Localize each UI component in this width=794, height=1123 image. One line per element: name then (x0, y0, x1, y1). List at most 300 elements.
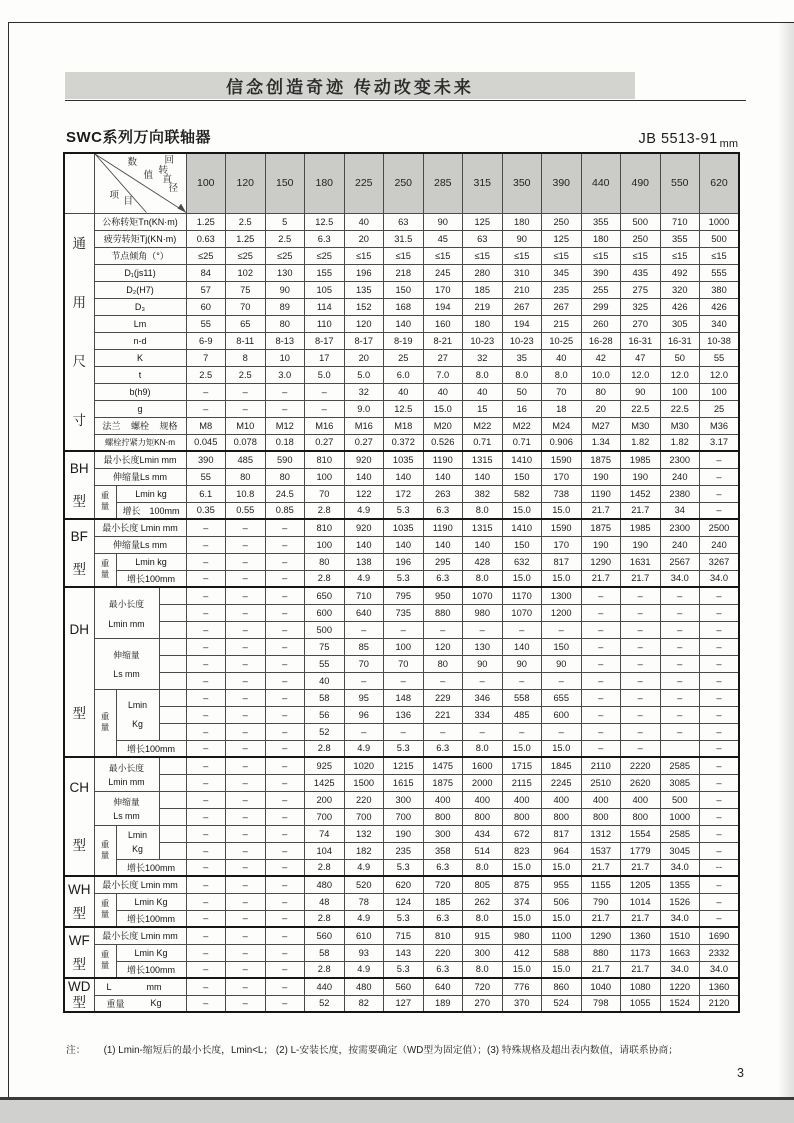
value-cell: 40 (423, 383, 463, 400)
value-cell: – (700, 757, 740, 774)
row-label: Lm (94, 315, 186, 332)
value-cell: 267 (542, 298, 582, 315)
spec-table-wrap (63, 152, 740, 1013)
value-cell: 263 (423, 485, 463, 502)
value-cell: – (186, 553, 226, 570)
value-cell: – (660, 655, 700, 672)
value-cell: 21.7 (621, 910, 661, 927)
value-cell: – (265, 859, 305, 876)
value-cell: M16 (305, 417, 345, 434)
value-cell: 950 (423, 587, 463, 604)
value-cell: 1215 (384, 757, 424, 774)
value-cell: 57 (186, 281, 226, 298)
value-cell: 150 (502, 468, 542, 485)
row-label: 重量 (94, 825, 116, 876)
value-cell: 880 (581, 944, 621, 961)
row-label: t (94, 366, 186, 383)
value-cell: 2.5 (186, 366, 226, 383)
value-cell: – (423, 672, 463, 689)
value-cell: 40 (463, 383, 503, 400)
value-cell: – (226, 536, 266, 553)
value-cell: 0.18 (265, 434, 305, 451)
value-cell: 2510 (581, 774, 621, 791)
value-cell: – (186, 757, 226, 774)
value-cell: – (542, 723, 582, 740)
value-cell: 85 (344, 638, 384, 655)
value-cell: – (305, 383, 345, 400)
value-cell: – (265, 757, 305, 774)
value-cell: 100 (305, 468, 345, 485)
value-cell: 74 (305, 825, 345, 842)
value-cell: 15.0 (542, 859, 582, 876)
value-cell: 875 (502, 876, 542, 893)
value-cell: 480 (344, 978, 384, 995)
page-frame-left-line (8, 22, 9, 1098)
value-cell: 93 (344, 944, 384, 961)
value-cell: 275 (621, 281, 661, 298)
value-cell: – (265, 587, 305, 604)
value-cell: 140 (423, 536, 463, 553)
value-cell: – (700, 672, 740, 689)
value-cell: 80 (305, 553, 345, 570)
column-header: 120 (226, 153, 266, 213)
value-cell: 215 (542, 315, 582, 332)
value-cell: – (186, 689, 226, 706)
row-label: g (94, 400, 186, 417)
value-cell: 10 (265, 349, 305, 366)
value-cell: 34 (660, 502, 700, 519)
value-cell: 0.045 (186, 434, 226, 451)
value-cell: 12.0 (660, 366, 700, 383)
value-cell: – (621, 689, 661, 706)
value-cell: 0.372 (384, 434, 424, 451)
value-cell: 485 (226, 451, 266, 468)
value-cell: – (186, 791, 226, 808)
value-cell: – (186, 995, 226, 1012)
value-cell: – (226, 927, 266, 944)
value-cell: 700 (305, 808, 345, 825)
value-cell: 34.0 (660, 570, 700, 587)
value-cell: – (186, 859, 226, 876)
value-cell: 600 (305, 604, 345, 621)
value-cell: 2585 (660, 757, 700, 774)
value-cell: 120 (344, 315, 384, 332)
value-cell: ≤15 (581, 247, 621, 264)
value-cell: 50 (502, 383, 542, 400)
value-cell: – (265, 876, 305, 893)
row-label: 公称转矩Tn(KN·m) (94, 213, 186, 230)
value-cell: 1663 (660, 944, 700, 961)
value-cell: 1510 (660, 927, 700, 944)
value-cell: 795 (384, 587, 424, 604)
value-cell: 305 (660, 315, 700, 332)
value-cell: – (186, 655, 226, 672)
value-cell: 632 (502, 553, 542, 570)
value-cell: 6.3 (423, 740, 463, 757)
value-cell: – (265, 825, 305, 842)
value-cell: – (226, 859, 266, 876)
value-cell: 1590 (542, 451, 582, 468)
value-cell: ≤15 (463, 247, 503, 264)
value-cell: 1000 (700, 213, 740, 230)
value-cell: 40 (305, 672, 345, 689)
value-cell: – (226, 791, 266, 808)
scan-bottom-band (0, 1100, 794, 1123)
title-row (66, 126, 738, 150)
column-header: 440 (581, 153, 621, 213)
value-cell: 21.7 (621, 859, 661, 876)
row-label (159, 723, 186, 740)
value-cell: 340 (700, 315, 740, 332)
value-cell: – (581, 689, 621, 706)
section-type-label: CH 型 (64, 757, 94, 876)
value-cell: – (265, 910, 305, 927)
value-cell: 89 (265, 298, 305, 315)
value-cell: 817 (542, 825, 582, 842)
value-cell: 4.9 (344, 859, 384, 876)
section-type-label: DH 型 (64, 587, 94, 757)
row-label: 增长100mm (116, 859, 186, 876)
value-cell: 75 (226, 281, 266, 298)
value-cell: – (186, 519, 226, 536)
value-cell: 25 (700, 400, 740, 417)
value-cell: 15.0 (542, 910, 582, 927)
value-cell: 4.9 (344, 910, 384, 927)
value-cell: 5.3 (384, 910, 424, 927)
value-cell: – (186, 672, 226, 689)
value-cell: 1040 (581, 978, 621, 995)
value-cell: – (226, 570, 266, 587)
value-cell: – (226, 961, 266, 978)
value-cell: 100 (660, 383, 700, 400)
value-cell: – (621, 621, 661, 638)
value-cell: 34.0 (660, 910, 700, 927)
value-cell: – (463, 723, 503, 740)
value-cell: 90 (265, 281, 305, 298)
value-cell: 2120 (700, 995, 740, 1012)
value-cell: 3267 (700, 553, 740, 570)
value-cell: 620 (384, 876, 424, 893)
value-cell: 1190 (423, 451, 463, 468)
value-cell: – (265, 604, 305, 621)
row-label: 增长 100mm (116, 502, 186, 519)
value-cell: 90 (423, 213, 463, 230)
value-cell: 440 (305, 978, 345, 995)
value-cell: – (700, 689, 740, 706)
value-cell: 715 (384, 927, 424, 944)
value-cell: 588 (542, 944, 582, 961)
value-cell: 102 (226, 264, 266, 281)
value-cell: 506 (542, 893, 582, 910)
value-cell: 1055 (621, 995, 661, 1012)
value-cell: 2300 (660, 451, 700, 468)
value-cell: – (463, 621, 503, 638)
value-cell: 1360 (700, 978, 740, 995)
value-cell: 63 (463, 230, 503, 247)
value-cell: 980 (502, 927, 542, 944)
value-cell: 2300 (660, 519, 700, 536)
value-cell: 152 (344, 298, 384, 315)
value-cell: 140 (384, 536, 424, 553)
value-cell: 20 (344, 349, 384, 366)
row-label: 伸缩量 Ls mm (94, 791, 159, 825)
value-cell: 1190 (423, 519, 463, 536)
value-cell: 1100 (542, 927, 582, 944)
row-label: Lmin Kg (116, 893, 186, 910)
value-cell: – (621, 672, 661, 689)
value-cell: 8.0 (463, 859, 503, 876)
value-cell: – (621, 587, 661, 604)
section-type-label: BH 型 (64, 451, 94, 519)
value-cell: 0.526 (423, 434, 463, 451)
value-cell: M22 (502, 417, 542, 434)
value-cell: 1845 (542, 757, 582, 774)
value-cell: 817 (542, 553, 582, 570)
value-cell: – (265, 927, 305, 944)
value-cell: – (265, 655, 305, 672)
value-cell: 138 (344, 553, 384, 570)
value-cell: 650 (305, 587, 345, 604)
row-label: 最小长度Lmin mm (94, 451, 186, 468)
value-cell: – (186, 910, 226, 927)
value-cell: 590 (265, 451, 305, 468)
value-cell: 1690 (700, 927, 740, 944)
value-cell: 428 (463, 553, 503, 570)
value-cell: 21.7 (581, 910, 621, 927)
row-label (159, 587, 186, 604)
column-header: 150 (265, 153, 305, 213)
value-cell: 125 (542, 230, 582, 247)
value-cell: 78 (344, 893, 384, 910)
value-cell: 800 (463, 808, 503, 825)
value-cell: 1080 (621, 978, 661, 995)
value-cell: 310 (502, 264, 542, 281)
value-cell: – (581, 604, 621, 621)
row-label: 增长100mm (116, 910, 186, 927)
value-cell: 4.9 (344, 740, 384, 757)
value-cell: 1070 (502, 604, 542, 621)
value-cell: 10.8 (226, 485, 266, 502)
value-cell: – (700, 910, 740, 927)
value-cell: 1475 (423, 757, 463, 774)
value-cell: 180 (502, 213, 542, 230)
value-cell: 582 (502, 485, 542, 502)
column-header: 180 (305, 153, 345, 213)
value-cell: 8.0 (463, 961, 503, 978)
value-cell: 6.3 (305, 230, 345, 247)
value-cell: 1590 (542, 519, 582, 536)
value-cell: – (621, 604, 661, 621)
value-cell: 640 (423, 978, 463, 995)
value-cell: 6.1 (186, 485, 226, 502)
value-cell: – (226, 740, 266, 757)
value-cell: – (226, 723, 266, 740)
value-cell: 75 (305, 638, 345, 655)
value-cell: 1.25 (226, 230, 266, 247)
value-cell: – (226, 944, 266, 961)
value-cell: 2585 (660, 825, 700, 842)
value-cell: 20 (581, 400, 621, 417)
value-cell: – (463, 672, 503, 689)
value-cell: 1220 (660, 978, 700, 995)
value-cell: – (700, 808, 740, 825)
value-cell: 1035 (384, 451, 424, 468)
value-cell: 220 (423, 944, 463, 961)
value-cell: 4.9 (344, 502, 384, 519)
value-cell: 80 (581, 383, 621, 400)
row-label: 重量 (94, 944, 116, 978)
row-label (159, 757, 186, 774)
value-cell: 2567 (660, 553, 700, 570)
value-cell: – (186, 978, 226, 995)
value-cell: 80 (423, 655, 463, 672)
value-cell: – (621, 706, 661, 723)
standard-number: JB 5513-91 (638, 131, 718, 147)
value-cell: 7 (186, 349, 226, 366)
row-label: 螺栓拧紧力矩KN·m (94, 434, 186, 451)
value-cell: 2220 (621, 757, 661, 774)
value-cell: 2.5 (226, 213, 266, 230)
value-cell: 21.7 (581, 502, 621, 519)
value-cell: 140 (384, 315, 424, 332)
value-cell: 2.8 (305, 910, 345, 927)
row-label (159, 689, 186, 706)
value-cell: 168 (384, 298, 424, 315)
value-cell: – (700, 451, 740, 468)
value-cell: 52 (305, 723, 345, 740)
value-cell: 150 (542, 638, 582, 655)
column-header: 550 (660, 153, 700, 213)
value-cell: 21.7 (581, 570, 621, 587)
value-cell: M27 (581, 417, 621, 434)
value-cell: 270 (463, 995, 503, 1012)
value-cell: 672 (502, 825, 542, 842)
value-cell: 105 (305, 281, 345, 298)
scan-right-shadow (778, 22, 794, 1097)
value-cell: 1290 (581, 927, 621, 944)
value-cell: 735 (384, 604, 424, 621)
value-cell: 380 (700, 281, 740, 298)
row-label: Lmin kg (116, 485, 186, 502)
value-cell: 720 (463, 978, 503, 995)
value-cell: 514 (463, 842, 503, 859)
value-cell: 8.0 (463, 740, 503, 757)
value-cell: 1360 (621, 927, 661, 944)
value-cell: – (581, 672, 621, 689)
value-cell: – (186, 825, 226, 842)
section-type-label: WD 型 (64, 978, 94, 1012)
value-cell: – (226, 655, 266, 672)
value-cell: – (265, 570, 305, 587)
value-cell: – (226, 638, 266, 655)
value-cell: 955 (542, 876, 582, 893)
value-cell: – (265, 842, 305, 859)
value-cell: – (265, 740, 305, 757)
value-cell: 127 (384, 995, 424, 1012)
value-cell: 172 (384, 485, 424, 502)
row-label: 最小长度 Lmin mm (94, 927, 186, 944)
value-cell: 50 (660, 349, 700, 366)
value-cell: 8.0 (502, 366, 542, 383)
value-cell: 1875 (423, 774, 463, 791)
value-cell: 6.3 (423, 859, 463, 876)
row-label: 增长100mm (116, 740, 186, 757)
value-cell: 140 (384, 468, 424, 485)
value-cell: 22.5 (660, 400, 700, 417)
value-cell: – (700, 485, 740, 502)
value-cell: 640 (344, 604, 384, 621)
value-cell: – (581, 655, 621, 672)
value-cell: – (265, 621, 305, 638)
value-cell: 16-31 (660, 332, 700, 349)
row-label: 伸缩量Ls mm (94, 536, 186, 553)
row-label: 重量 (94, 689, 116, 757)
value-cell: 1875 (581, 519, 621, 536)
value-cell: – (265, 944, 305, 961)
value-cell: 15.0 (502, 502, 542, 519)
value-cell: – (700, 706, 740, 723)
value-cell: – (384, 672, 424, 689)
column-header: 100 (186, 153, 226, 213)
value-cell: – (344, 621, 384, 638)
value-cell: 16 (502, 400, 542, 417)
value-cell: – (265, 553, 305, 570)
value-cell: 100 (305, 536, 345, 553)
value-cell: 143 (384, 944, 424, 961)
value-cell: M20 (423, 417, 463, 434)
value-cell: 194 (502, 315, 542, 332)
value-cell: 800 (581, 808, 621, 825)
value-cell: 1035 (384, 519, 424, 536)
value-cell: 15.0 (542, 740, 582, 757)
value-cell: – (660, 604, 700, 621)
row-label (159, 655, 186, 672)
value-cell: 0.35 (186, 502, 226, 519)
value-cell: – (423, 621, 463, 638)
value-cell: 80 (265, 468, 305, 485)
value-cell: 558 (502, 689, 542, 706)
value-cell: 262 (463, 893, 503, 910)
value-cell: 100 (700, 383, 740, 400)
value-cell: – (621, 638, 661, 655)
value-cell: – (265, 978, 305, 995)
value-cell: 34.0 (660, 961, 700, 978)
value-cell: 48 (305, 893, 345, 910)
value-cell: 55 (186, 468, 226, 485)
value-cell: 15.0 (502, 961, 542, 978)
value-cell: 560 (384, 978, 424, 995)
value-cell: 5 (265, 213, 305, 230)
value-cell: 130 (265, 264, 305, 281)
value-cell: 485 (502, 706, 542, 723)
value-cell: 8 (226, 349, 266, 366)
footnote (66, 1042, 742, 1056)
value-cell: 34.0 (660, 859, 700, 876)
value-cell: 3.17 (700, 434, 740, 451)
value-cell: – (660, 587, 700, 604)
value-cell: – (700, 740, 740, 757)
value-cell: 150 (502, 536, 542, 553)
value-cell: 655 (542, 689, 582, 706)
row-label: Lmin Kg (116, 944, 186, 961)
value-cell: 5.0 (305, 366, 345, 383)
value-cell: – (226, 808, 266, 825)
value-cell: 190 (621, 536, 661, 553)
value-cell: ≤15 (700, 247, 740, 264)
value-cell: M30 (660, 417, 700, 434)
row-label (159, 621, 186, 638)
value-cell: – (186, 927, 226, 944)
